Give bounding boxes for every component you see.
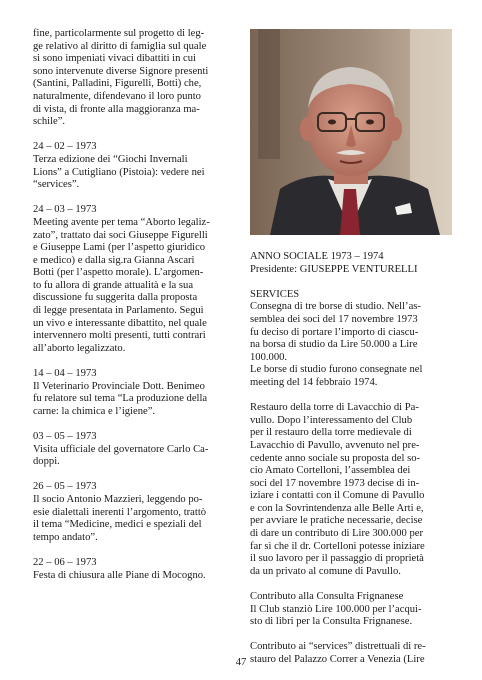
right-column — [250, 251, 452, 667]
services-scholarships: SERVICES Consegna di tre borse di studio. Nell’as- semblea dei soci del 17 novembre 1973 fu deciso di portare l’importo di ciascu- na borsa di studio da Lire 50.000 a Lire 100.000. Le borse di studio furono consegnate nel meeting del 14 febbraio 1974. — [250, 288, 423, 388]
services-tower-restoration: Restauro della torre di Lavacchio di Pa- vullo. Dopo l’interessamento del Club per il restauro della torre medievale di Lavacchio di Pavullo, avvenuto nel pre- cedente anno sociale su proposta del so- cio Amato Cortelloni, l’assemblea dei soci del 17 novembre 1973 decise di in- iziare i contatti con il Comune di Pavullo e con la Sovrintendenza alle Belle Arti e, per avviare le pratiche necessarie, decise di dare un contributo di Lire 300.000 per far sì che il dr. Cortelloni potesse iniziare il suo lavoro per il passaggio di proprietà da un privato al comune di Pavullo. — [250, 402, 425, 577]
entry-1973-06-22: 22 – 06 – 1973 Festa di chiusura alle Piane di Mocogno. — [33, 556, 206, 581]
paragraph-continuation: fine, particolarmente sul progetto di leg- ge relativo al diritto di famiglia sul quale si sono impeniati vivaci dibattiti in cui sono intervenute diverse Signore presenti (Santini, Palladini, Figurelli, Botti) che, naturalmente, difendevano il loro punto di vista, di fronte alla maggioranza ma- schile”. — [33, 28, 209, 128]
social-year-heading: ANNO SOCIALE 1973 – 1974 Presidente: GIUSEPPE VENTURELLI — [250, 251, 418, 275]
portrait-photo — [250, 29, 452, 235]
services-palazzo-correr: Contributo ai “services” distrettuali di re- stauro del Palazzo Correr a Venezia (Lire — [250, 641, 426, 665]
entry-1973-03-24: 24 – 03 – 1973 Meeting avente per tema “Aborto legaliz- zato”, trattato dai soci Giuseppe Figurelli e Giuseppe Lami (per l’aspetto giuridico e medico) e dalla sig.ra Gianna Ascari Botti (per l’aspetto morale). L’argomen- to fu allora di grande attualità e la sua discussione fu suggerita dalla proposta di legge presentata in Parlamento. Seguì un vivo e interessante dibattito, nel quale intervennero molti presenti, tutti contrari all’aborto legalizzato. — [33, 204, 210, 354]
page-number: 47 — [235, 657, 247, 668]
entry-1973-05-26: 26 – 05 – 1973 Il socio Antonio Mazzieri, leggendo po- esie dialettali inerenti l’argomento, trattò il tema “Medicine, medici e speziali del tempo andato”. — [33, 481, 207, 543]
left-column — [33, 28, 238, 582]
services-consulta-frignanese: Contributo alla Consulta Frignanese Il Club stanziò Lire 100.000 per l’acqui- sto di libri per la Consulta Frignanese. — [250, 591, 422, 628]
portrait-illustration — [250, 29, 452, 235]
entry-1973-04-14: 14 – 04 – 1973 Il Veterinario Provinciale Dott. Benimeo fu relatore sul tema “La produzione della carne: la chimica e l’igiene”. — [33, 368, 208, 417]
entry-1973-02-24: 24 – 02 – 1973 Terza edizione dei “Giochi Invernali Lions” a Cutigliano (Pistoia): vedere nei “services”. — [33, 141, 205, 191]
entry-1973-05-03: 03 – 05 – 1973 Visita ufficiale del governatore Carlo Ca- doppi. — [33, 431, 209, 468]
